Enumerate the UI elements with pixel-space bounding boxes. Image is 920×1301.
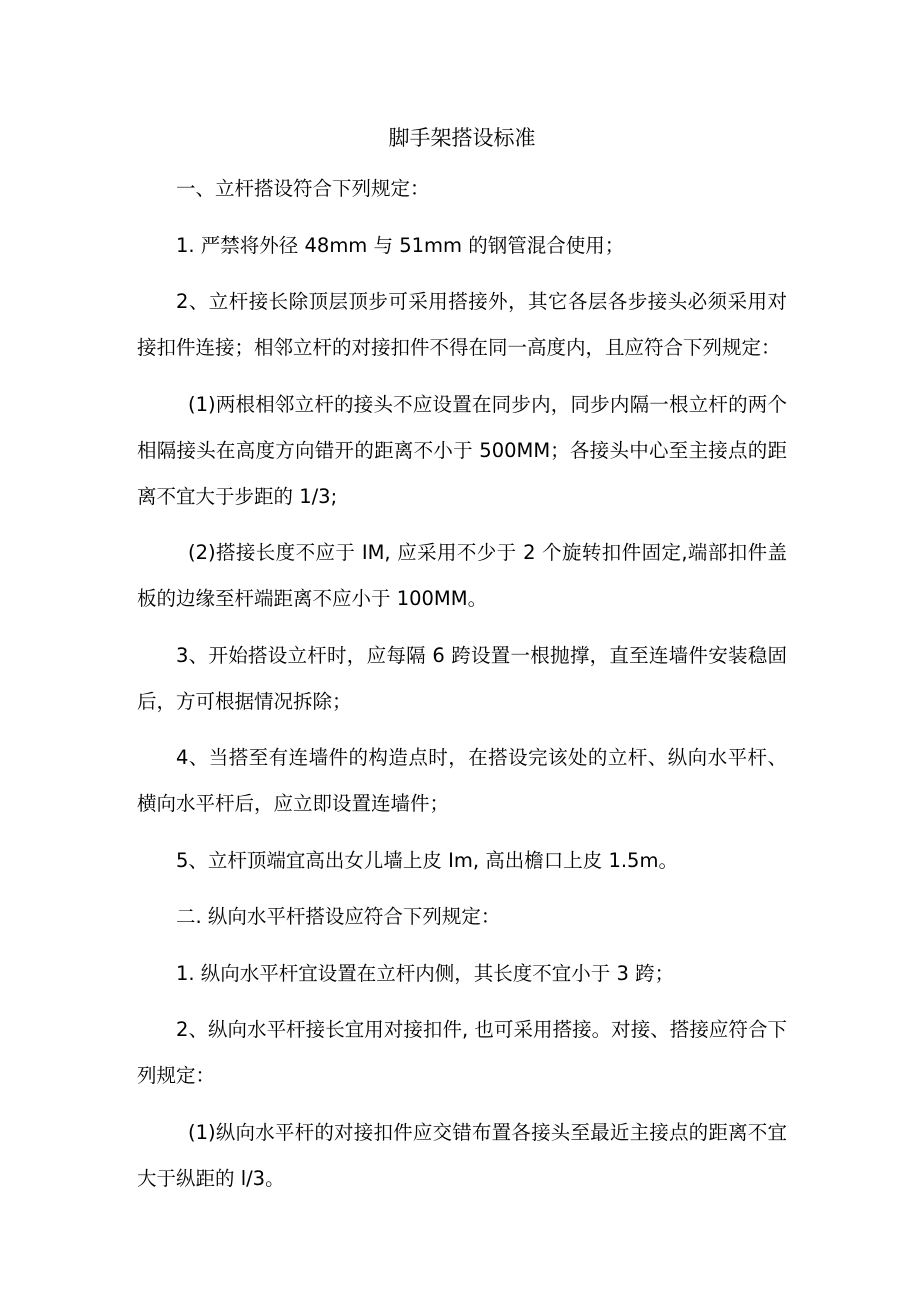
section-heading-2: 二. 纵向水平杆搭设应符合下列规定： xyxy=(176,905,501,928)
paragraph-1-2: 2、立杆接长除顶层顶步可采用搭接外，其它各层各步接头必须采用对接扣件连接；相邻立杆的对接扣件不得在同一高度内，且应符合下列规定： xyxy=(137,290,787,359)
paragraph-1-2-sub-1: (1)两根相邻立杆的接头不应设置在同步内，同步内隔一根立杆的两个相隔接头在高度方向错开的距离不小于 500MM；各接头中心至主接点的距离不宜大于步距的 1/3; xyxy=(137,392,787,508)
paragraph-1-1: 1. 严禁将外径 48mm 与 51mm 的钢管混合使用； xyxy=(176,233,625,257)
document-body xyxy=(137,118,787,1212)
paragraph-1-4: 4、当搭至有连墙件的构造点时，在搭设完该处的立杆、纵向水平杆、横向水平杆后，应立即设置连墙件； xyxy=(137,746,787,815)
paragraph-2-2-sub-1: (1)纵向水平杆的对接扣件应交错布置各接头至最近主接点的距离不宜大于纵距的 l/3。 xyxy=(137,1120,787,1190)
paragraph-2-1: 1. 纵向水平杆宜设置在立杆内侧，其长度不宜小于 3 跨； xyxy=(176,961,675,985)
paragraph-1-5: 5、立杆顶端宜高出女儿墙上皮 Im, 高出檐口上皮 1.5m。 xyxy=(176,848,678,872)
paragraph-1-3: 3、开始搭设立杆时，应每隔 6 跨设置一根抛撑，直至连墙件安装稳固后，方可根据情况拆除； xyxy=(137,643,787,713)
paragraph-1-2-sub-2: (2)搭接长度不应于 IM, 应采用不少于 2 个旋转扣件固定,端部扣件盖板的边缘至杆端距离不应小于 100MM。 xyxy=(137,541,787,610)
section-heading-1: 一、立杆搭设符合下列规定： xyxy=(176,177,430,200)
paragraph-2-2: 2、纵向水平杆接长宜用对接扣件, 也可采用搭接。对接、搭接应符合下列规定： xyxy=(137,1018,787,1087)
document-title: 脚手架搭设标准 xyxy=(388,126,536,150)
